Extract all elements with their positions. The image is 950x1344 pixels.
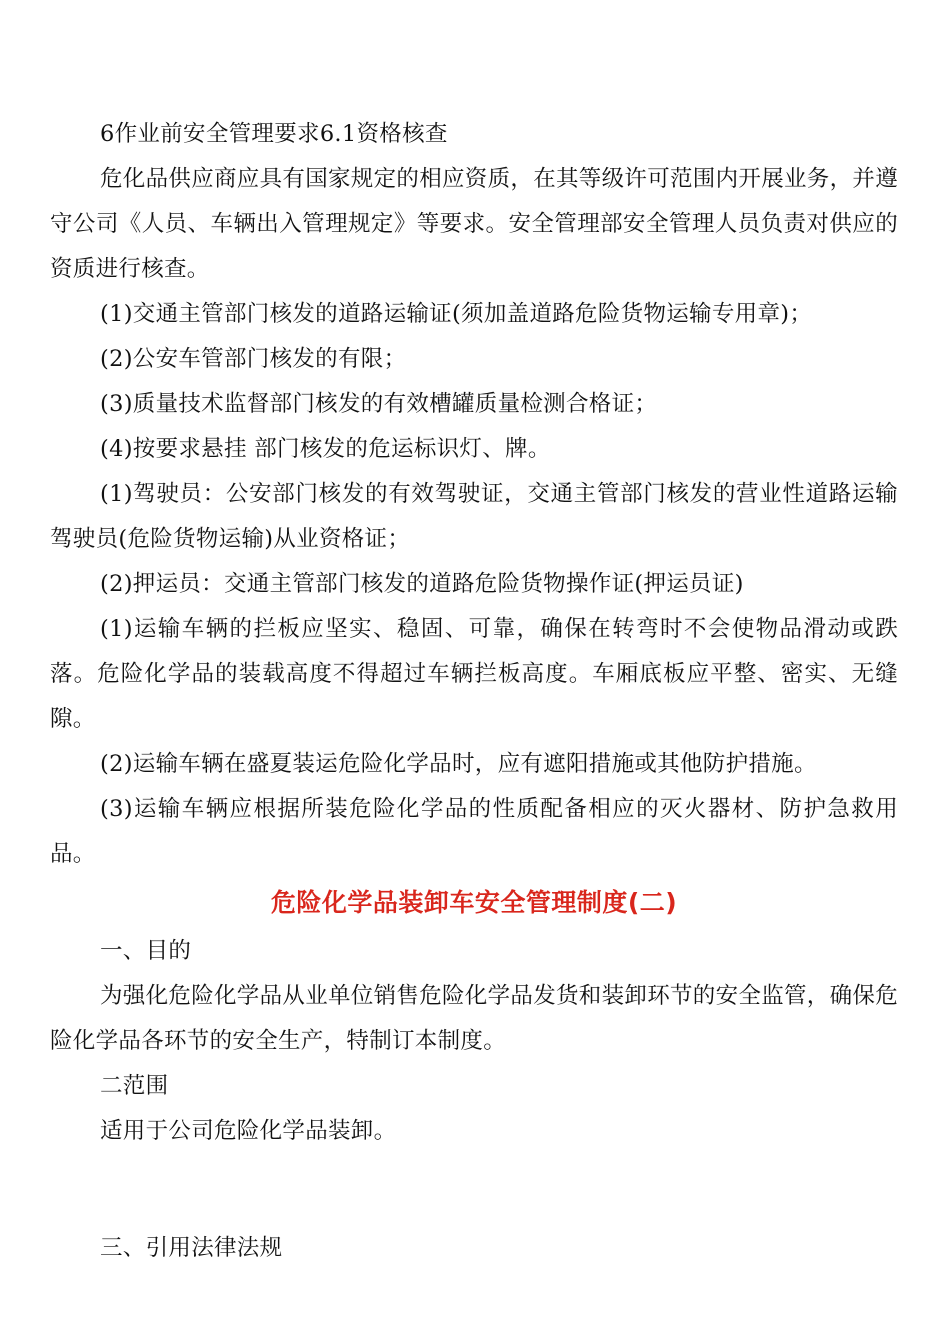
- transport-item-2: (2)运输车辆在盛夏装运危险化学品时，应有遮阳措施或其他防护措施。: [100, 751, 817, 777]
- vehicle-item-3: (3)质量技术监督部门核发的有效槽罐质量检测合格证；: [100, 391, 658, 417]
- intro-paragraph: 危化品供应商应具有国家规定的相应资质，在其等级许可范围内开展业务，并遵守公司《人员、车辆出入管理规定》等要求。安全管理部安全管理人员负责对供应的资质进行核查。: [50, 166, 899, 282]
- scope-title: 二范围: [100, 1073, 169, 1099]
- scope-text: 适用于公司危险化学品装卸。: [100, 1118, 397, 1144]
- section-title: 6作业前安全管理要求6.1资格核查: [100, 121, 448, 147]
- transport-item-3: (3)运输车辆应根据所装危险化学品的性质配备相应的灭火器材、防护急救用品。: [50, 796, 898, 867]
- transport-item-1: (1)运输车辆的拦板应坚实、稳固、可靠，确保在转弯时不会使物品滑动或跌落。危险化学品的装载高度不得超过车辆拦板高度。车厢底板应平整、密实、无缝隙。: [50, 616, 898, 732]
- personnel-item-1: (1)驾驶员：公安部门核发的有效驾驶证，交通主管部门核发的营业性道路运输驾驶员(危险货物运输)从业资格证；: [50, 481, 898, 552]
- document-page: [50, 112, 898, 1271]
- blank-gap: [50, 1154, 898, 1226]
- purpose-title: 一、目的: [100, 938, 192, 964]
- vehicle-item-4: (4)按要求悬挂 部门核发的危运标识灯、牌。: [100, 436, 551, 462]
- purpose-text: 为强化危险化学品从业单位销售危险化学品发货和装卸环节的安全监管，确保危险化学品各环节的安全生产，特制订本制度。: [50, 983, 899, 1054]
- personnel-item-2: (2)押运员：交通主管部门核发的道路危险货物操作证(押运员证): [100, 571, 744, 597]
- document-heading: 危险化学品装卸车安全管理制度(二): [270, 888, 678, 917]
- law-title: 三、引用法律法规: [100, 1235, 283, 1261]
- vehicle-item-2: (2)公安车管部门核发的有限；: [100, 346, 407, 372]
- vehicle-item-1: (1)交通主管部门核发的道路运输证(须加盖道路危险货物运输专用章)；: [100, 301, 813, 327]
